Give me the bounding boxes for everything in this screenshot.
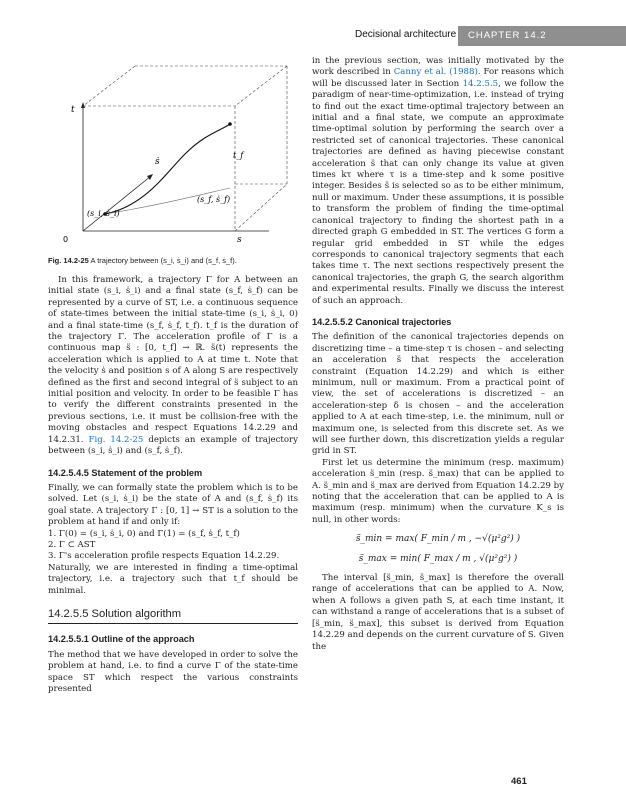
caption-number: Fig. 14.2-25: [48, 256, 89, 265]
right-paragraph-4: The interval [s̈_min, s̈_max] is therefore the overall range of accelerations that can be applied to A. Now, when A follows a given path S, at each time instant, it can withstand a range of accelerations that is a subset of [s̈_min, s̈_max], this subset is derived from Equation 14.2.29 and depends on the current curvature of S. Given the: [312, 573, 564, 652]
right-paragraph-1: in the previous section, was initially motivated by the work described in Canny et al. (1988). For reasons which will be discussed later in Section 14.2.5.5, we follow the paradigm of near-time-optimization, i.e. instead of trying to find out the exact time-optimal trajectory between an initial and a final state, we compute an approximate time-optimal solution by performing the search over a restricted set of canonical trajectories. These canonical trajectories are defined as having piecewise constant acceleration s̈ that can only change its value at given times kτ where τ is a time-step and k some positive integer. Besides s̈ is selected so as to be either minimum, null or maximum. Under these assumptions, it is possible to transform the problem of finding the time-optimal canonical trajectory to finding the shortest path in a directed graph G embedded in ST. The vertices G form a regular grid embedded in ST while the edges corresponds to canonical trajectory segments that each takes time τ. The next sections respectively present the canonical trajectories, the graph G, the search algorithm and experimental results. Finally we discuss the interest of such an approach.: [312, 56, 565, 306]
caption-text: A trajectory between (s_i, ṡ_i) and (s_f, ṡ_f).: [90, 256, 237, 265]
origin-label: 0: [63, 235, 69, 244]
trajectory-figure: [55, 56, 295, 248]
chapter-tab: CHAPTER 14.2: [458, 26, 626, 46]
figure-caption: [48, 256, 300, 265]
left-paragraph-1: In this framework, a trajectory Γ for A between an initial state (s_i, ṡ_i) and a final state (s_f, ṡ_f) can be represented by a curve of ST, i.e. a continuous sequence of state-times between the initial state-time (s_i, ṡ_i, 0) and a final state-time (s_f, ṡ_f, t_f). t_f is the duration of the trajectory Γ. The acceleration profile of Γ is a continuous map s̈ : [0, t_f] → ℝ. s̈(t) represents the acceleration which is applied to A at time t. Note that the velocity ṡ and position s of A along S are respectively defined as the first and second integral of s̈ subject to an initial position and velocity. In order to be feasible Γ has to verify the different constraints presented in the previous sections, i.e. it must be collision-free with the moving obstacles and respect Equations 14.2.29 and 14.2.31. Fig. 14.2-25 depicts an example of trajectory between (s_i, ṡ_i) and (s_f, ṡ_f).: [48, 275, 299, 457]
heading-canonical: 14.2.5.5.2 Canonical trajectories: [312, 316, 452, 327]
left-column: [48, 275, 298, 695]
running-title: Decisional architecture: [355, 29, 457, 40]
sdot-axis: [83, 176, 151, 231]
left-paragraph-4: The method that we have developed in order to solve the problem at hand, i.e. to find a curve Γ of the state-time space ST which respect the various constraints presented: [48, 649, 298, 694]
page-header: [0, 26, 626, 46]
final-point: [228, 122, 232, 126]
left-paragraph-3: Naturally, we are interested in finding a time-optimal trajectory, i.e. a trajectory such that t_f should be minimal.: [48, 562, 298, 596]
s-axis-label: s: [237, 235, 242, 245]
heading-statement: 14.2.5.4.5 Statement of the problem: [48, 467, 203, 478]
citation-link[interactable]: Canny et al. (1988).: [393, 67, 481, 78]
right-paragraph-2: The definition of the canonical trajectories depends on discretizing time – a time-step τ is chosen – and selecting an acceleration s̈ that respects the acceleration constraint (Equation 14.2.29) and which is either minimum, null or maximum. From a practical point of view, the set of accelerations is discretized – an acceleration-step δ is chosen – and the acceleration applied to A at each time-step, i.e. the minimum, null or maximum one, is selected from this discrete set. As we will see further down, this discretization yields a regular grid in ST.: [312, 332, 564, 457]
initial-state-label: (s_i, ṡ_i): [87, 209, 120, 218]
condition-2: 2. Γ ⊂ AST: [48, 539, 96, 550]
right-column: [312, 56, 564, 653]
left-paragraph-2: Finally, we can formally state the problem which is to be solved. Let (s_i, ṡ_i) be the state of A and (s_f, ṡ_f) its goal state. A trajectory Γ : [0, 1] → ST is a solution to the problem at hand if and only if:: [48, 482, 298, 528]
trajectory-diagram: [55, 56, 295, 248]
equation-min: s̈_min = max( F_min / m , −√(μ²g²) ): [355, 534, 521, 545]
final-state-label: (s_f, ṡ_f): [197, 195, 231, 204]
t-axis-label: t: [71, 105, 75, 115]
sdot-axis-label: ṡ: [155, 157, 160, 167]
right-paragraph-3: First let us determine the minimum (resp. maximum) acceleration s̈_min (resp. s̈_max) that can be applied to A. s̈_min and s̈_max are derived from Equation 14.2.29 by noting that the acceleration that can be applied to A is maximum (resp. minimum) when the curvature K_s is null, in other words:: [312, 457, 564, 525]
equation-max: s̈_max = min( F_max / m , √(μ²g²) ): [358, 553, 518, 564]
figure-link[interactable]: Fig. 14.2-25: [88, 434, 144, 445]
condition-1: 1. Γ(0) = (s_i, ṡ_i, 0) and Γ(1) = (s_f, ṡ_f, t_f): [48, 528, 240, 539]
sdot-axis-arrow: [147, 174, 153, 180]
section-link[interactable]: 14.2.5.5: [462, 78, 499, 89]
page-number: 461: [511, 776, 527, 787]
heading-outline: 14.2.5.5.1 Outline of the approach: [48, 634, 195, 645]
tf-label: t_f: [233, 151, 244, 160]
condition-3: 3. Γ's acceleration profile respects Equation 14.2.29.: [48, 551, 280, 562]
heading-solution: 14.2.5.5 Solution algorithm: [48, 609, 298, 624]
t-axis-arrow: [81, 102, 85, 108]
